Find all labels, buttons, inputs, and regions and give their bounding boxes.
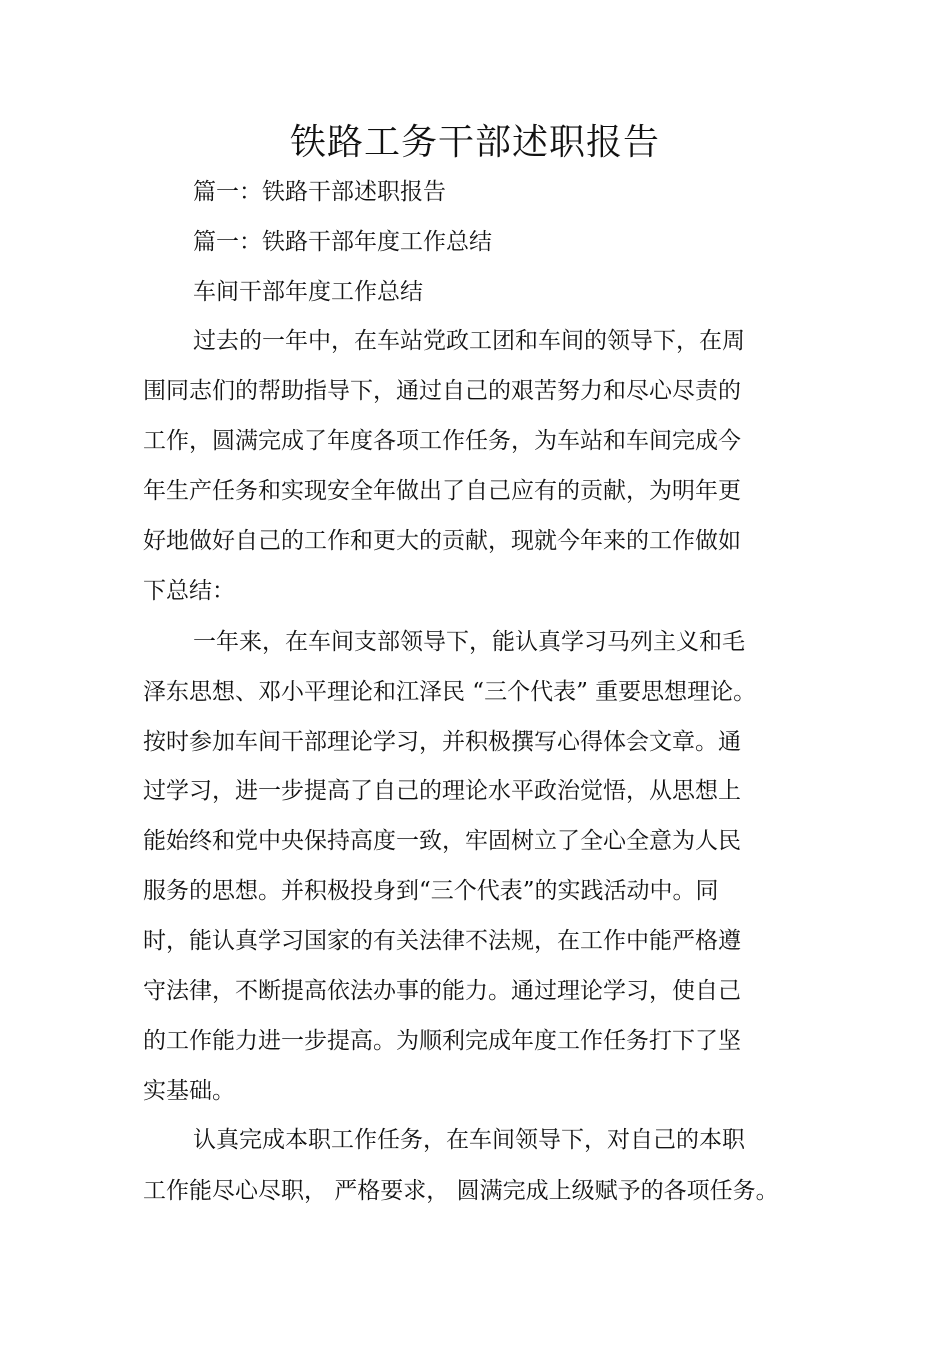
paragraph-1-line: 过去的一年中，在车站党政工团和车间的领导下，在周 <box>193 328 745 354</box>
paragraph-2-line: 能始终和党中央保持高度一致，牢固树立了全心全意为人民 <box>143 828 741 854</box>
paragraph-2-line: 守法律，不断提高依法办事的能力。通过理论学习，使自己 <box>143 978 741 1004</box>
paragraph-2-line: 一年来，在车间支部领导下，能认真学习马列主义和毛 <box>193 629 745 655</box>
subheading-3: 车间干部年度工作总结 <box>193 279 423 305</box>
paragraph-3-line: 工作能尽心尽职， 严格要求， 圆满完成上级赋予的各项任务。 <box>143 1178 779 1204</box>
paragraph-1-line: 好地做好自己的工作和更大的贡献，现就今年来的工作做如 <box>143 528 741 554</box>
paragraph-1-line: 年生产任务和实现安全年做出了自己应有的贡献，为明年更 <box>143 478 741 504</box>
subheading-1: 篇一：铁路干部述职报告 <box>193 179 446 205</box>
paragraph-1-line: 下总结： <box>143 578 235 604</box>
subheading-2: 篇一：铁路干部年度工作总结 <box>193 229 492 255</box>
document-title: 铁路工务干部述职报告 <box>289 122 660 163</box>
paragraph-1-line: 工作，圆满完成了年度各项工作任务，为车站和车间完成今 <box>143 428 741 454</box>
paragraph-2-line: 实基础。 <box>143 1078 235 1104</box>
paragraph-2-line: 服务的思想。并积极投身到“三个代表”的实践活动中。同 <box>143 878 719 904</box>
paragraph-2-line: 的工作能力进一步提高。为顺利完成年度工作任务打下了坚 <box>143 1028 741 1054</box>
paragraph-2-line: 时，能认真学习国家的有关法律不法规，在工作中能严格遵 <box>143 928 741 954</box>
paragraph-2-line: 过学习，进一步提高了自己的理论水平政治觉悟，从思想上 <box>143 778 741 804</box>
paragraph-1-line: 围同志们的帮助指导下，通过自己的艰苦努力和尽心尽责的 <box>143 378 741 404</box>
paragraph-2-line: 按时参加车间干部理论学习，并积极撰写心得体会文章。通 <box>143 729 741 755</box>
paragraph-3-line: 认真完成本职工作任务，在车间领导下，对自己的本职 <box>193 1127 745 1153</box>
paragraph-2-line: 泽东思想、邓小平理论和江泽民 “三个代表” 重要思想理论。 <box>143 679 757 705</box>
